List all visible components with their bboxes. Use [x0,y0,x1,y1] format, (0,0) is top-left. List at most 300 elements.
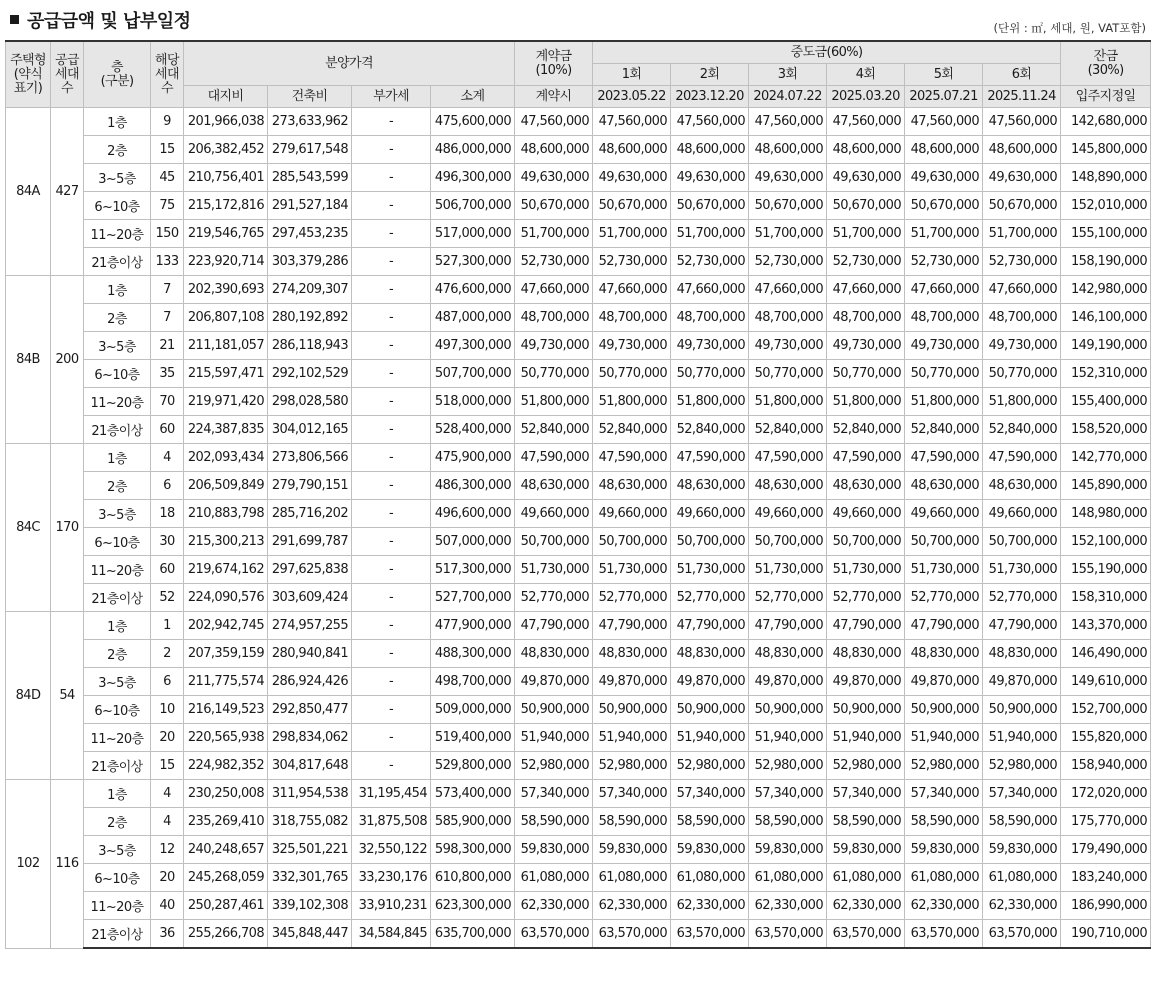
vat-cell: - [352,108,431,136]
installment-cell: 50,670,000 [827,192,905,220]
building-cost-cell: 303,609,424 [268,584,352,612]
installment-cell: 47,590,000 [593,444,671,472]
vat-header: 부가세 [352,86,431,108]
installment-cell: 51,940,000 [593,724,671,752]
floor-cell: 6~10층 [84,528,151,556]
floor-cell: 11~20층 [84,556,151,584]
installment-cell: 63,570,000 [983,920,1061,949]
installment-cell: 49,870,000 [593,668,671,696]
units-cell: 4 [151,444,184,472]
installment-cell: 51,940,000 [905,724,983,752]
subtotal-cell: 517,000,000 [431,220,515,248]
subtotal-cell: 509,000,000 [431,696,515,724]
floor-cell: 11~20층 [84,220,151,248]
floor-cell: 2층 [84,640,151,668]
installment-cell: 47,560,000 [983,108,1061,136]
balance-cell: 152,310,000 [1061,360,1151,388]
land-cost-cell: 202,093,434 [184,444,268,472]
table-row [6,192,1151,220]
installment-label: 2회 [671,64,749,86]
subtotal-cell: 487,000,000 [431,304,515,332]
housing-type-cell: 84D [6,612,51,780]
installment-cell: 62,330,000 [827,892,905,920]
land-cost-cell: 235,269,410 [184,808,268,836]
subtotal-cell: 497,300,000 [431,332,515,360]
installment-cell: 50,700,000 [749,528,827,556]
housing-type-cell: 84B [6,276,51,444]
table-row [6,500,1151,528]
deposit-cell: 47,660,000 [515,276,593,304]
installment-label: 1회 [593,64,671,86]
installment-cell: 50,670,000 [671,192,749,220]
vat-cell: 33,910,231 [352,892,431,920]
balance-cell: 149,610,000 [1061,668,1151,696]
land-cost-cell: 224,090,576 [184,584,268,612]
installment-cell: 51,800,000 [983,388,1061,416]
building-cost-cell: 292,102,529 [268,360,352,388]
land-cost-cell: 215,300,213 [184,528,268,556]
deposit-cell: 51,730,000 [515,556,593,584]
installment-cell: 62,330,000 [905,892,983,920]
installment-cell: 51,940,000 [827,724,905,752]
subtotal-cell: 528,400,000 [431,416,515,444]
installment-cell: 49,630,000 [827,164,905,192]
installment-cell: 62,330,000 [983,892,1061,920]
installment-cell: 59,830,000 [749,836,827,864]
installment-cell: 48,600,000 [749,136,827,164]
floor-cell: 2층 [84,136,151,164]
subtotal-cell: 529,800,000 [431,752,515,780]
installment-cell: 63,570,000 [905,920,983,949]
installment-cell: 61,080,000 [671,864,749,892]
land-cost-cell: 240,248,657 [184,836,268,864]
vat-cell: - [352,752,431,780]
installment-cell: 58,590,000 [827,808,905,836]
building-cost-cell: 304,817,648 [268,752,352,780]
installment-cell: 52,840,000 [827,416,905,444]
installment-cell: 59,830,000 [671,836,749,864]
installment-label: 5회 [905,64,983,86]
building-cost-cell: 297,625,838 [268,556,352,584]
installment-cell: 63,570,000 [593,920,671,949]
subtotal-cell: 498,700,000 [431,668,515,696]
units-cell: 45 [151,164,184,192]
installment-cell: 48,700,000 [593,304,671,332]
building-cost-cell: 332,301,765 [268,864,352,892]
balance-timing-header: 입주지정일 [1061,86,1151,108]
installment-cell: 47,790,000 [593,612,671,640]
subtotal-header: 소계 [431,86,515,108]
subtotal-cell: 486,000,000 [431,136,515,164]
building-cost-cell: 286,924,426 [268,668,352,696]
land-cost-cell: 219,546,765 [184,220,268,248]
installment-cell: 48,700,000 [983,304,1061,332]
floor-cell: 1층 [84,612,151,640]
land-cost-cell: 210,756,401 [184,164,268,192]
floor-cell: 2층 [84,472,151,500]
vat-cell: - [352,136,431,164]
subtotal-cell: 488,300,000 [431,640,515,668]
installment-cell: 49,630,000 [749,164,827,192]
installment-cell: 51,700,000 [905,220,983,248]
installment-cell: 58,590,000 [593,808,671,836]
table-row [6,360,1151,388]
floor-cell: 11~20층 [84,388,151,416]
installment-cell: 52,980,000 [671,752,749,780]
installment-cell: 52,980,000 [905,752,983,780]
installment-cell: 47,790,000 [983,612,1061,640]
installment-cell: 52,770,000 [671,584,749,612]
vat-cell: 31,875,508 [352,808,431,836]
deposit-cell: 47,590,000 [515,444,593,472]
building-cost-cell: 298,028,580 [268,388,352,416]
installment-cell: 48,830,000 [983,640,1061,668]
vat-cell: - [352,192,431,220]
subtotal-cell: 517,300,000 [431,556,515,584]
installment-cell: 47,790,000 [905,612,983,640]
subtotal-cell: 527,700,000 [431,584,515,612]
building-cost-cell: 291,699,787 [268,528,352,556]
deposit-cell: 51,800,000 [515,388,593,416]
square-bullet-icon [10,15,19,24]
installment-cell: 63,570,000 [827,920,905,949]
installment-label: 3회 [749,64,827,86]
installment-cell: 47,560,000 [905,108,983,136]
installment-cell: 52,770,000 [983,584,1061,612]
floor-cell: 6~10층 [84,864,151,892]
installment-cell: 48,830,000 [905,640,983,668]
building-cost-cell: 298,834,062 [268,724,352,752]
installment-cell: 48,700,000 [827,304,905,332]
deposit-cell: 51,700,000 [515,220,593,248]
vat-cell: - [352,332,431,360]
installment-cell: 49,870,000 [827,668,905,696]
floor-header [84,41,151,108]
table-row [6,108,1151,136]
installment-cell: 49,630,000 [905,164,983,192]
land-cost-cell: 211,181,057 [184,332,268,360]
installment-cell: 47,660,000 [593,276,671,304]
installment-date: 2023.12.20 [671,86,749,108]
table-row [6,556,1151,584]
land-cost-cell: 201,966,038 [184,108,268,136]
deposit-cell: 48,630,000 [515,472,593,500]
deposit-cell: 62,330,000 [515,892,593,920]
installment-cell: 47,560,000 [593,108,671,136]
installment-cell: 52,980,000 [983,752,1061,780]
installment-cell: 52,730,000 [671,248,749,276]
installment-cell: 51,800,000 [905,388,983,416]
building-cost-cell: 291,527,184 [268,192,352,220]
installment-cell: 51,730,000 [671,556,749,584]
installment-date: 2025.11.24 [983,86,1061,108]
vat-cell: - [352,640,431,668]
installment-cell: 47,660,000 [983,276,1061,304]
vat-cell: - [352,472,431,500]
installment-cell: 48,830,000 [827,640,905,668]
deposit-header-text: 계약금 (10%) [535,48,572,78]
floor-cell: 3~5층 [84,836,151,864]
installment-cell: 50,900,000 [905,696,983,724]
price-header: 분양가격 [184,41,515,86]
subtotal-cell: 496,300,000 [431,164,515,192]
vat-cell: - [352,416,431,444]
floor-cell: 1층 [84,108,151,136]
vat-cell: - [352,500,431,528]
land-cost-cell: 224,387,835 [184,416,268,444]
vat-cell: - [352,584,431,612]
balance-cell: 155,190,000 [1061,556,1151,584]
balance-header [1061,41,1151,86]
installment-cell: 51,800,000 [827,388,905,416]
land-cost-cell: 207,359,159 [184,640,268,668]
installment-cell: 50,770,000 [983,360,1061,388]
balance-cell: 158,310,000 [1061,584,1151,612]
supply-units-cell: 54 [51,612,84,780]
vat-cell: - [352,556,431,584]
subtotal-cell: 610,800,000 [431,864,515,892]
units-cell: 20 [151,864,184,892]
balance-cell: 190,710,000 [1061,920,1151,949]
installment-cell: 50,770,000 [593,360,671,388]
installment-cell: 50,770,000 [827,360,905,388]
installment-cell: 51,730,000 [905,556,983,584]
installment-cell: 47,590,000 [671,444,749,472]
deposit-cell: 47,560,000 [515,108,593,136]
installment-cell: 51,700,000 [827,220,905,248]
building-cost-cell: 280,940,841 [268,640,352,668]
units-cell: 60 [151,556,184,584]
building-cost-cell: 286,118,943 [268,332,352,360]
table-row [6,752,1151,780]
balance-cell: 152,010,000 [1061,192,1151,220]
installment-cell: 62,330,000 [671,892,749,920]
floor-cell: 21층이상 [84,584,151,612]
building-cost-cell: 325,501,221 [268,836,352,864]
installment-cell: 61,080,000 [827,864,905,892]
building-cost-cell: 274,209,307 [268,276,352,304]
land-cost-cell: 219,971,420 [184,388,268,416]
installment-cell: 48,700,000 [749,304,827,332]
table-row [6,864,1151,892]
units-cell: 133 [151,248,184,276]
subtotal-cell: 476,600,000 [431,276,515,304]
balance-cell: 152,100,000 [1061,528,1151,556]
land-cost-cell: 215,597,471 [184,360,268,388]
installment-cell: 51,800,000 [593,388,671,416]
document-header [0,0,1160,40]
installment-cell: 59,830,000 [983,836,1061,864]
deposit-cell: 52,730,000 [515,248,593,276]
balance-cell: 158,190,000 [1061,248,1151,276]
installment-cell: 50,700,000 [593,528,671,556]
units-cell: 70 [151,388,184,416]
table-row [6,836,1151,864]
section-title [10,7,191,33]
building-cost-cell: 279,617,548 [268,136,352,164]
installment-cell: 48,700,000 [671,304,749,332]
units-cell: 1 [151,612,184,640]
building-cost-cell: 274,957,255 [268,612,352,640]
table-row [6,416,1151,444]
installment-cell: 59,830,000 [593,836,671,864]
balance-cell: 145,800,000 [1061,136,1151,164]
installment-cell: 51,800,000 [671,388,749,416]
deposit-cell: 52,980,000 [515,752,593,780]
land-cost-cell: 215,172,816 [184,192,268,220]
floor-header-text: 층 (구분) [100,59,134,89]
units-header [151,41,184,108]
deposit-cell: 48,600,000 [515,136,593,164]
installment-cell: 47,590,000 [905,444,983,472]
vat-cell: - [352,248,431,276]
subtotal-cell: 573,400,000 [431,780,515,808]
subtotal-cell: 518,000,000 [431,388,515,416]
installment-cell: 52,730,000 [749,248,827,276]
installment-cell: 51,730,000 [593,556,671,584]
installment-cell: 47,790,000 [749,612,827,640]
installment-cell: 48,630,000 [749,472,827,500]
installment-cell: 49,730,000 [749,332,827,360]
subtotal-cell: 475,600,000 [431,108,515,136]
units-cell: 15 [151,136,184,164]
deposit-cell: 61,080,000 [515,864,593,892]
supply-units-header-text: 공급 세대 수 [55,52,79,96]
balance-cell: 175,770,000 [1061,808,1151,836]
installment-cell: 52,730,000 [905,248,983,276]
balance-cell: 149,190,000 [1061,332,1151,360]
installment-cell: 50,700,000 [983,528,1061,556]
subtotal-cell: 623,300,000 [431,892,515,920]
units-cell: 4 [151,808,184,836]
land-cost-cell: 250,287,461 [184,892,268,920]
vat-cell: 33,230,176 [352,864,431,892]
subtotal-cell: 519,400,000 [431,724,515,752]
subtotal-cell: 496,600,000 [431,500,515,528]
table-row [6,528,1151,556]
installment-cell: 47,660,000 [749,276,827,304]
land-cost-cell: 255,266,708 [184,920,268,949]
section-title-text: 공급금액 및 납부일정 [27,11,191,32]
deposit-cell: 49,870,000 [515,668,593,696]
table-row [6,220,1151,248]
building-cost-cell: 304,012,165 [268,416,352,444]
installment-cell: 52,840,000 [749,416,827,444]
land-cost-cell: 223,920,714 [184,248,268,276]
building-cost-cell: 339,102,308 [268,892,352,920]
balance-cell: 142,770,000 [1061,444,1151,472]
deposit-cell: 50,670,000 [515,192,593,220]
land-cost-cell: 211,775,574 [184,668,268,696]
installment-cell: 49,660,000 [593,500,671,528]
floor-cell: 2층 [84,304,151,332]
units-cell: 75 [151,192,184,220]
balance-cell: 186,990,000 [1061,892,1151,920]
deposit-cell: 63,570,000 [515,920,593,949]
installment-cell: 62,330,000 [593,892,671,920]
installment-date: 2024.07.22 [749,86,827,108]
subtotal-cell: 507,000,000 [431,528,515,556]
installment-cell: 49,660,000 [671,500,749,528]
table-row [6,808,1151,836]
supply-units-header [51,41,84,108]
balance-cell: 179,490,000 [1061,836,1151,864]
installment-cell: 62,330,000 [749,892,827,920]
units-cell: 6 [151,668,184,696]
deposit-cell: 57,340,000 [515,780,593,808]
table-row [6,780,1151,808]
installment-cell: 49,660,000 [749,500,827,528]
floor-cell: 6~10층 [84,696,151,724]
installment-cell: 57,340,000 [593,780,671,808]
installment-cell: 49,660,000 [827,500,905,528]
installment-cell: 48,630,000 [593,472,671,500]
deposit-cell: 48,700,000 [515,304,593,332]
table-row [6,304,1151,332]
housing-type-header [6,41,51,108]
vat-cell: - [352,444,431,472]
installment-cell: 48,600,000 [827,136,905,164]
subtotal-cell: 475,900,000 [431,444,515,472]
table-row [6,136,1151,164]
installment-cell: 50,770,000 [749,360,827,388]
installment-cell: 48,630,000 [983,472,1061,500]
installment-cell: 48,600,000 [593,136,671,164]
balance-header-text: 잔금 (30%) [1087,48,1124,78]
land-cost-cell: 219,674,162 [184,556,268,584]
installment-cell: 52,840,000 [671,416,749,444]
deposit-cell: 52,840,000 [515,416,593,444]
installment-cell: 50,770,000 [671,360,749,388]
balance-cell: 158,520,000 [1061,416,1151,444]
table-row [6,332,1151,360]
subtotal-cell: 585,900,000 [431,808,515,836]
table-row [6,584,1151,612]
installment-cell: 50,670,000 [593,192,671,220]
building-cost-cell: 311,954,538 [268,780,352,808]
balance-cell: 146,490,000 [1061,640,1151,668]
installment-cell: 48,630,000 [905,472,983,500]
deposit-cell: 49,730,000 [515,332,593,360]
land-cost-header: 대지비 [184,86,268,108]
installment-cell: 48,830,000 [593,640,671,668]
units-cell: 7 [151,304,184,332]
vat-cell: - [352,528,431,556]
installment-cell: 49,730,000 [827,332,905,360]
installment-cell: 57,340,000 [749,780,827,808]
installment-cell: 50,670,000 [749,192,827,220]
deposit-cell: 59,830,000 [515,836,593,864]
building-cost-cell: 318,755,082 [268,808,352,836]
installment-cell: 51,940,000 [671,724,749,752]
installment-cell: 49,630,000 [671,164,749,192]
balance-cell: 142,980,000 [1061,276,1151,304]
installment-cell: 50,700,000 [671,528,749,556]
units-cell: 10 [151,696,184,724]
vat-cell: - [352,388,431,416]
subtotal-cell: 635,700,000 [431,920,515,949]
installment-cell: 63,570,000 [749,920,827,949]
units-cell: 20 [151,724,184,752]
building-cost-cell: 273,806,566 [268,444,352,472]
installment-cell: 52,980,000 [749,752,827,780]
installment-cell: 49,730,000 [905,332,983,360]
floor-cell: 3~5층 [84,332,151,360]
installment-cell: 49,870,000 [983,668,1061,696]
balance-cell: 146,100,000 [1061,304,1151,332]
installment-cell: 52,730,000 [593,248,671,276]
installment-cell: 51,700,000 [983,220,1061,248]
